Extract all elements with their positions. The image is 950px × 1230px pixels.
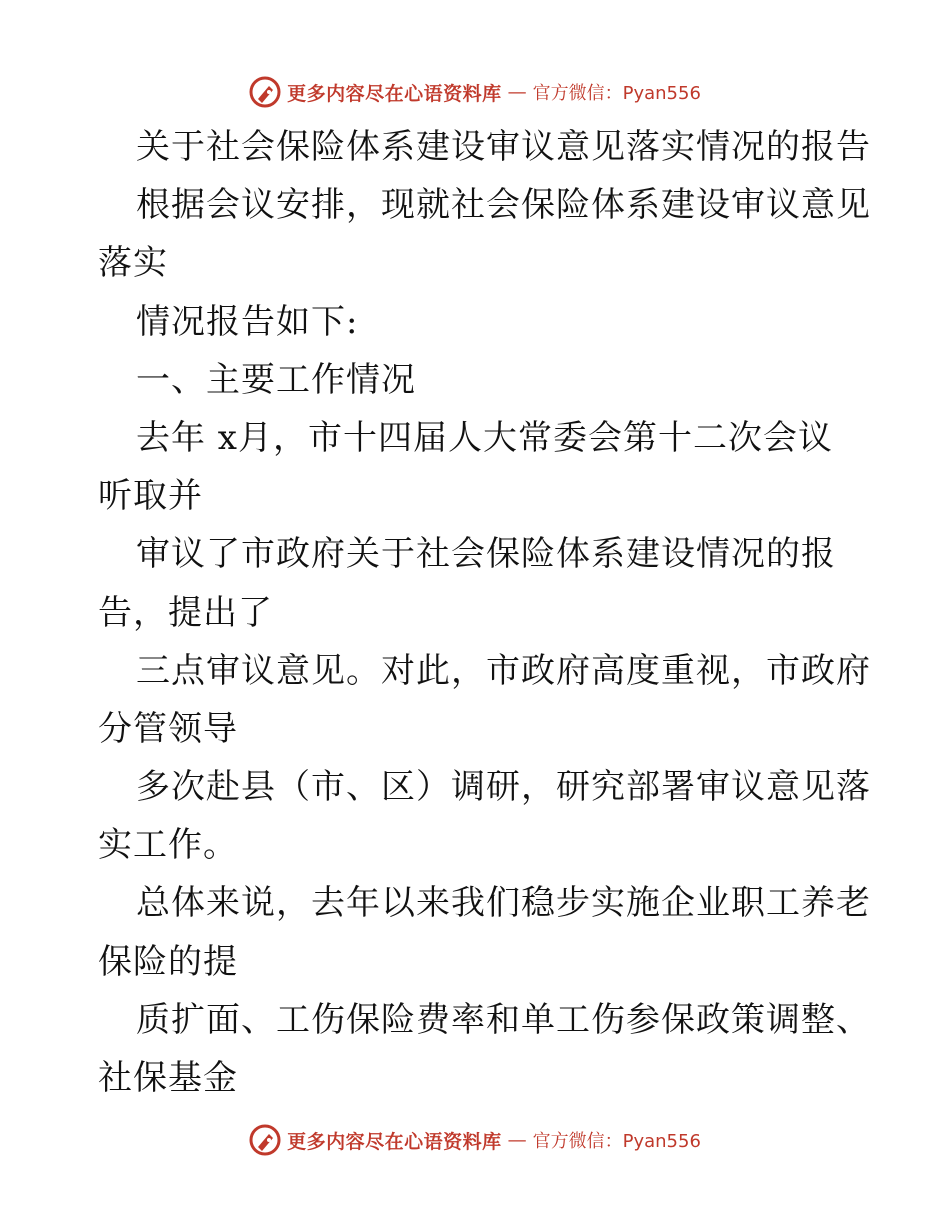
watermark-wechat-text: 官方微信：Pyan556 <box>532 83 701 104</box>
doc-line: 审议了市政府关于社会保险体系建设情况的报 <box>136 534 836 575</box>
doc-line: 保险的提 <box>98 941 238 982</box>
watermark-main-text: 更多内容尽在心语资料库 <box>287 82 502 105</box>
watermark-dash: — <box>507 1129 527 1151</box>
doc-line: 根据会议安排，现就社会保险体系建设审议意见 <box>136 185 871 226</box>
doc-line: 实工作。 <box>98 825 238 866</box>
footer-watermark-banner <box>0 1120 950 1160</box>
doc-line: 告，提出了 <box>98 592 273 633</box>
doc-line: 质扩面、工伤保险费率和单工伤参保政策调整、 <box>136 999 871 1040</box>
doc-line: 三点审议意见。对此，市政府高度重视，市政府 <box>136 650 871 691</box>
doc-line: 多次赴县（市、区）调研，研究部署审议意见落 <box>136 767 871 808</box>
watermark-main-text: 更多内容尽在心语资料库 <box>287 1130 502 1153</box>
doc-line: 分管领导 <box>98 708 238 749</box>
document-body <box>98 118 871 1107</box>
doc-line: 总体来说，去年以来我们稳步实施企业职工养老 <box>136 883 871 924</box>
doc-title: 关于社会保险体系建设审议意见落实情况的报告 <box>136 127 871 167</box>
doc-line: 听取并 <box>98 476 203 517</box>
doc-line: 情况报告如下: <box>136 301 359 342</box>
doc-line: 去年 x月，市十四届人大常委会第十二次会议 <box>136 417 833 458</box>
watermark-dash: — <box>507 81 527 103</box>
doc-line: 落实 <box>98 243 168 284</box>
pen-nib-logo-icon <box>249 1124 281 1156</box>
section-heading: 一、主要工作情况 <box>136 359 416 400</box>
watermark-wechat-text: 官方微信：Pyan556 <box>532 1131 701 1152</box>
header-watermark-banner <box>0 72 950 112</box>
pen-nib-logo-icon <box>249 76 281 108</box>
doc-line: 社保基金 <box>98 1058 238 1098</box>
